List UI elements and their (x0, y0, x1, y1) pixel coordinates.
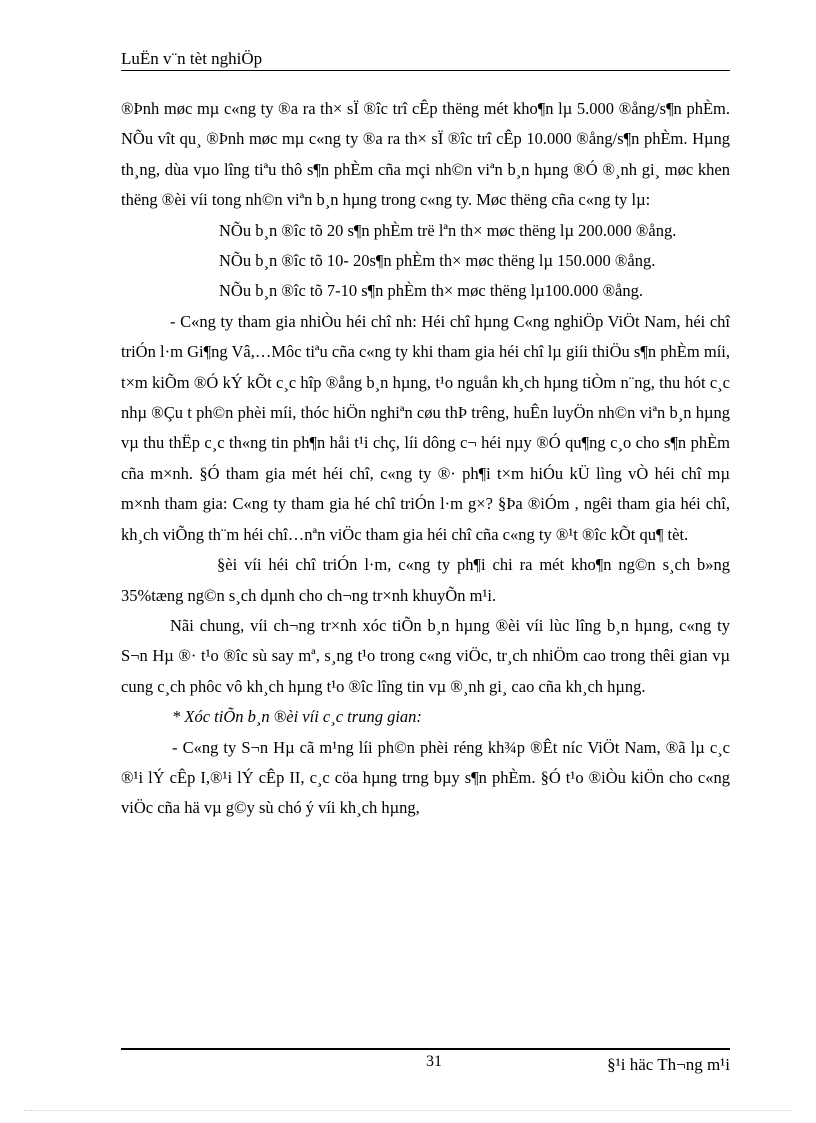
paragraph-bonus-intro: ®Þnh møc mµ c«ng ty ®a ra th× sÏ ®îc trî cÊp thëng mét kho¶n lµ 5.000 ®ång/s¶n phÈm. NÕu vît qu¸ ®Þnh møc mµ c«ng ty ®a ra th× sÏ ®îc trî cÊp 10.000 ®ång/s¶n phÈm. Hµng th¸ng, dùa vµo lîng tiªu thô s¶n phÈm cña mçi nh©n viªn b¸n hµng ®Ó ®¸nh gi¸ møc khen thëng ®èi víi tong nh©n viªn b¸n hµng trong c«ng ty. Møc thëng cña c«ng ty lµ: (121, 99, 730, 210)
paragraph-bonus-20: NÕu b¸n ®îc tõ 20 s¶n phÈm trë lªn th× møc thëng lµ 200.000 ®ång. (219, 220, 677, 240)
page-number: 31 (426, 1053, 442, 1070)
section-heading-intermediaries: * Xóc tiÕn b¸n ®èi víi c¸c trung gian: (172, 707, 422, 727)
footer-divider (121, 1048, 730, 1050)
page-bottom-border (24, 1110, 792, 1111)
paragraph-bonus-7-10: NÕu b¸n ®îc tõ 7-10 s¶n phÈm th× møc thëng lµ100.000 ®ång. (219, 281, 643, 301)
paragraph-trade-fairs: - C«ng ty tham gia nhiÒu héi chî nh: Héi chî hµng C«ng nghiÖp ViÖt Nam, héi chî triÓn l·m Gi¶ng Vâ,…Môc tiªu cña c«ng ty khi tham gia héi chî lµ giíi thiÖu s¶n phÈm míi, t×m kiÕm ®Ó kÝ kÕt c¸c hîp ®ång b¸n hµng, t¹o nguån kh¸ch hµng tiÒm n¨ng, thu hót c¸c nhµ ®Çu t ph©n phèi míi, thóc hiÖn nghiªn cøu thÞ trêng, huÊn luyÖn nh©n viªn b¸n hµng vµ thu thËp c¸c th«ng tin ph¶n håi t¹i chç, líi dông c¬ héi nµy ®Ó qu¶ng c¸o cho s¶n phÈm cña m×nh. §Ó tham gia mét héi chî, c«ng ty ®· ph¶i t×m hiÓu kÜ lìng vÒ héi chî mµ m×nh tham gia: C«ng ty tham gia hé chî triÓn l·m g×? §Þa ®iÓm , ngêi tham gia héi chî, kh¸ch viÕng th¨m héi chî…nªn viÖc tham gia héi chî cña c«ng ty ®¹t ®îc kÕt qu¶ tèt. (121, 311, 730, 544)
paragraph-distribution-network: - C«ng ty S¬n Hµ cã m¹ng líi ph©n phèi réng kh¾p ®Êt níc ViÖt Nam, ®ã lµ c¸c ®¹i lÝ cÊp I,®¹i lÝ cÊp II, c¸c cöa hµng trng bµy s¶n phÈm. §Ó t¹o ®iÒu kiÖn cho c«ng viÖc cña hä vµ g©y sù chó ý víi kh¸ch hµng, (121, 737, 730, 818)
footer-school-name: §¹i häc Th¬ng m¹i (607, 1055, 730, 1074)
header-divider (121, 70, 730, 71)
paragraph-fair-budget: §èi víi héi chî triÓn l·m, c«ng ty ph¶i chi ra mét kho¶n ng©n s¸ch b»ng 35%tæng ng©n s¸ch dµnh cho ch¬ng tr×nh khuyÕn m¹i. (121, 555, 730, 605)
page-body (121, 94, 730, 824)
paragraph-summary: Nãi chung, víi ch¬ng tr×nh xóc tiÕn b¸n hµng ®èi víi lùc lîng b¸n hµng, c«ng ty S¬n Hµ ®· t¹o ®îc sù say mª, s¸ng t¹o trong c«ng viÖc, tr¸ch nhiÖm cao trong thêi gian vµ cung c¸ch phôc vô kh¸ch hµng t¹o ®îc lîng tin vµ ®¸nh gi¸ cao cña kh¸ch hµng. (121, 615, 730, 696)
page-header-title: LuËn v¨n tèt nghiÖp (121, 49, 263, 68)
paragraph-bonus-10-20: NÕu b¸n ®îc tõ 10- 20s¶n phÈm th× møc thëng lµ 150.000 ®ång. (219, 251, 656, 271)
